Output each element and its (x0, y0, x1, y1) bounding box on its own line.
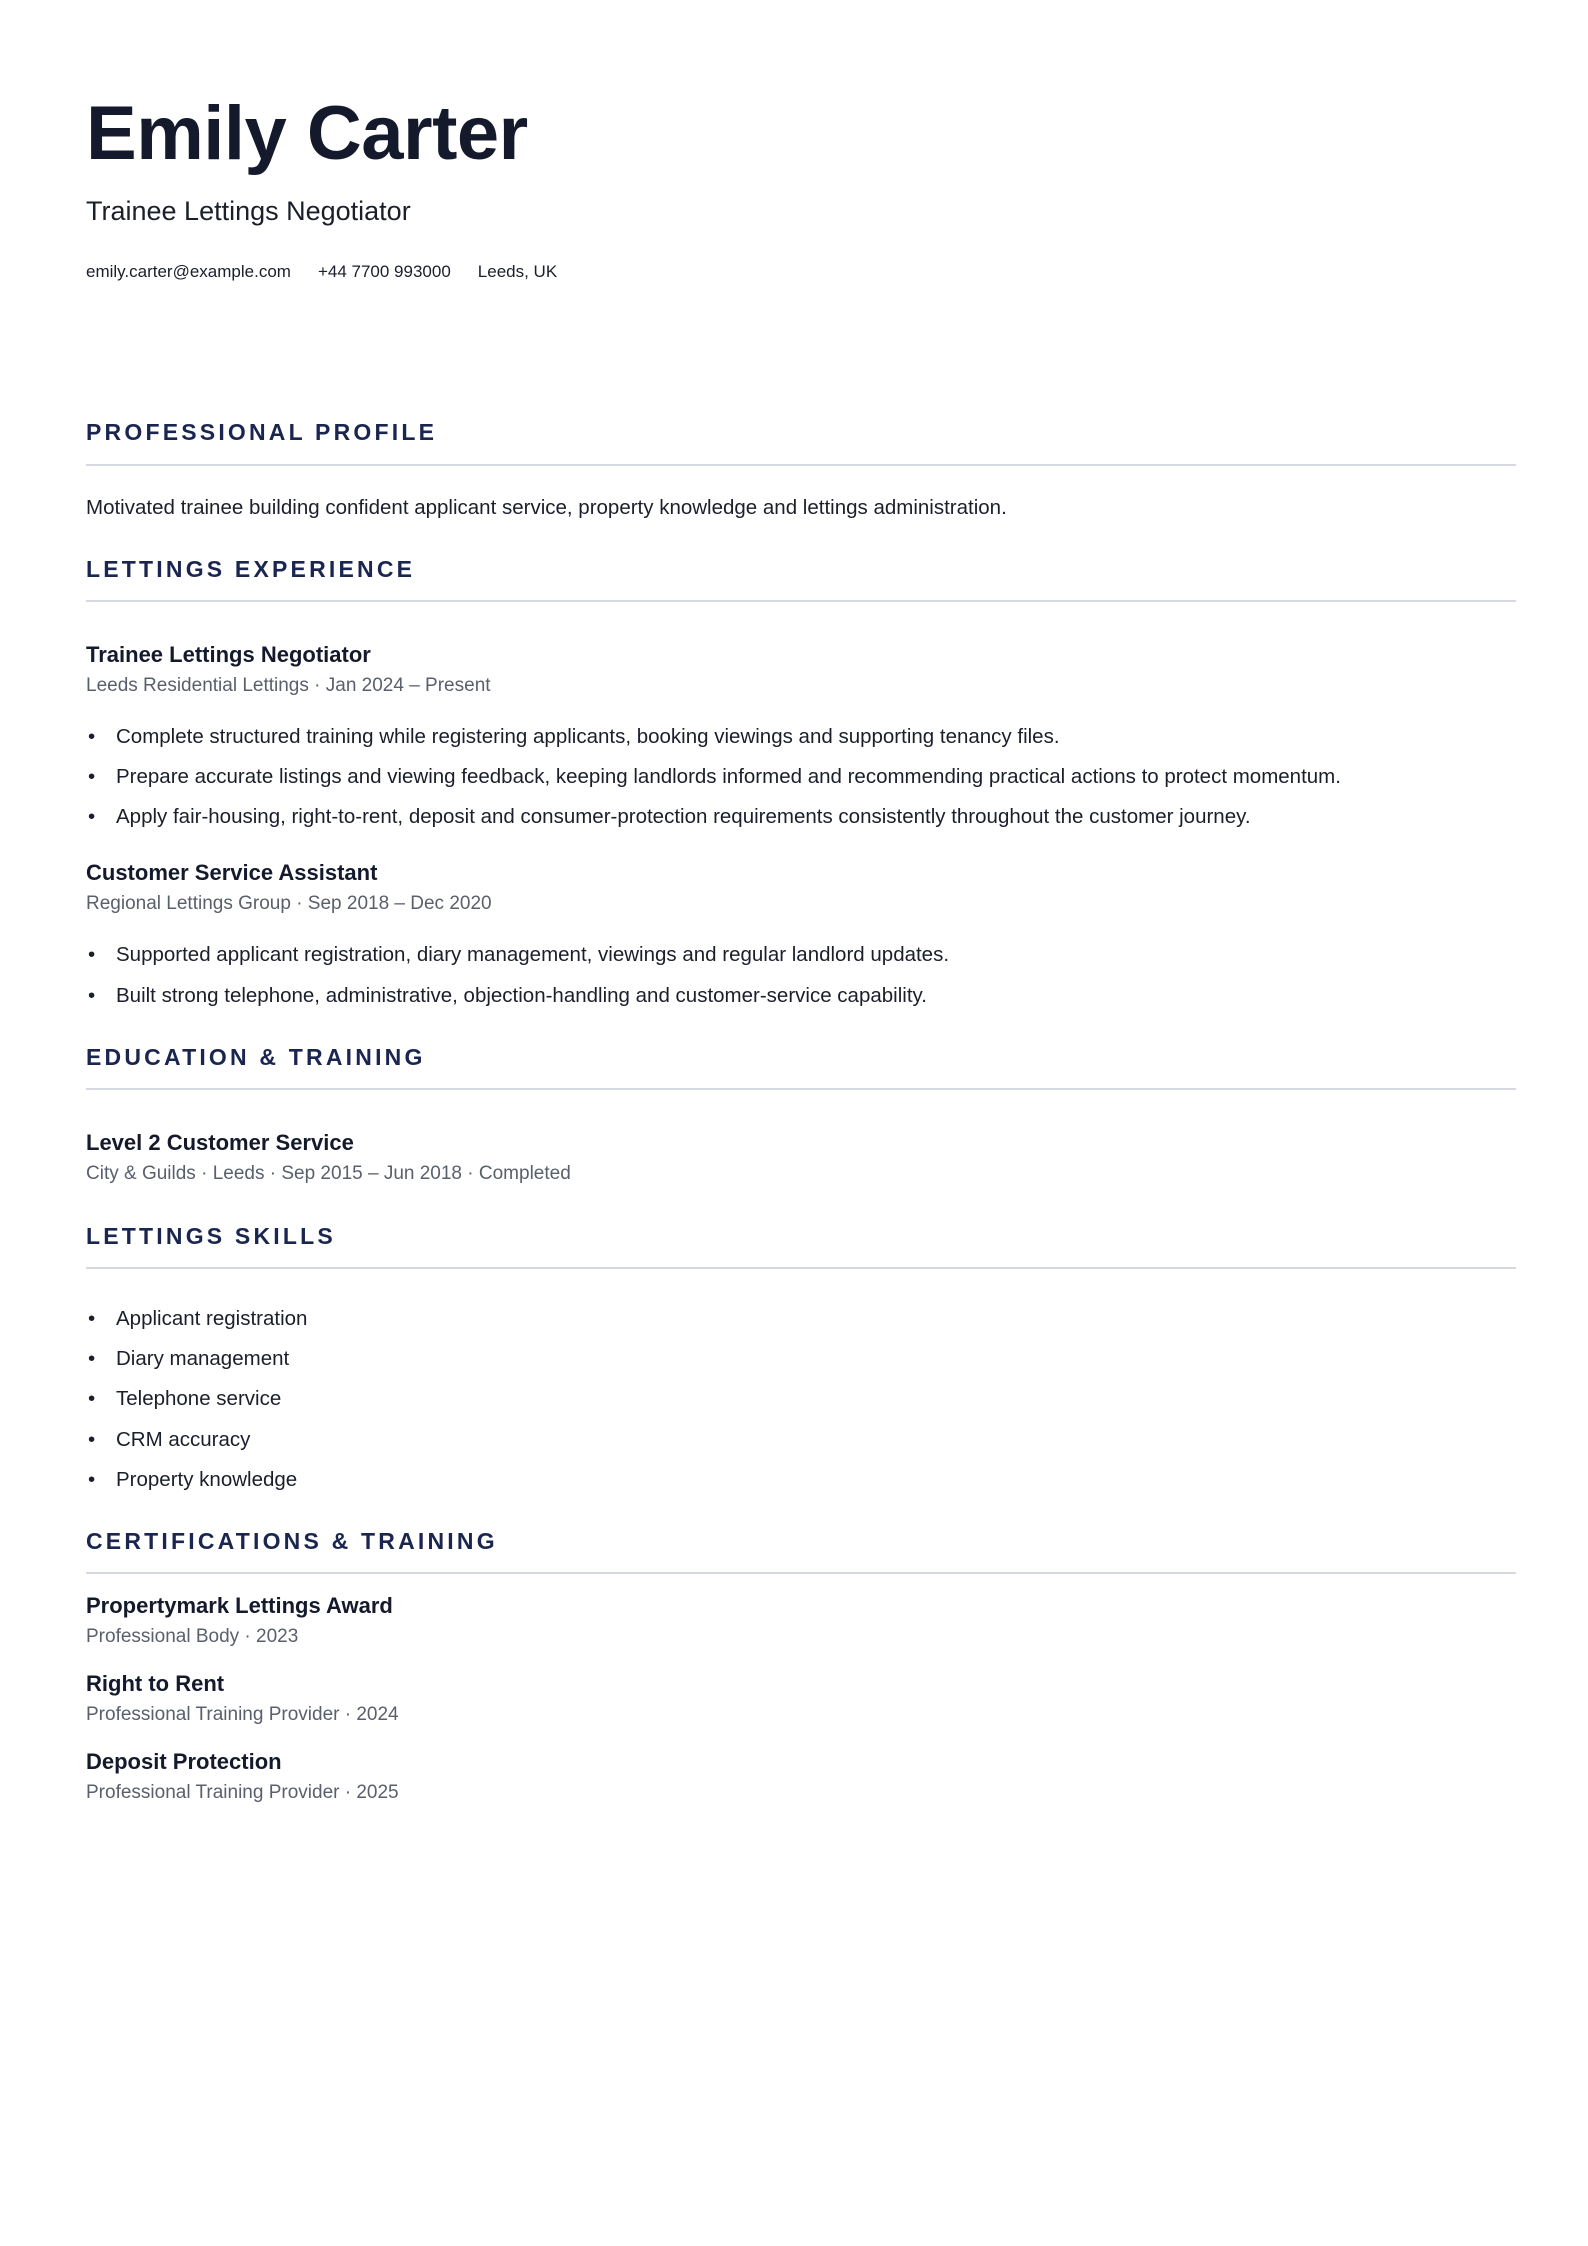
contact-location: Leeds, UK (477, 262, 558, 281)
contact-details (86, 263, 557, 280)
job-bullet: • Prepare accurate listings and viewing feedback, keeping landlords informed and recommending practical actions to protect momentum. (86, 767, 1341, 788)
section-divider (86, 1267, 1516, 1269)
job-title: Trainee Lettings Negotiator (86, 642, 371, 667)
section-divider (86, 1088, 1516, 1090)
skill-item: • Property knowledge (86, 1470, 297, 1491)
section-divider (86, 464, 1516, 466)
skill-item: • Diary management (86, 1349, 289, 1370)
job-bullet: • Supported applicant registration, diary management, viewings and regular landlord updates. (86, 945, 949, 966)
certification-meta: Professional Training Provider · 2025 (86, 1782, 399, 1803)
certification-meta: Professional Body · 2023 (86, 1626, 299, 1647)
skill-item: • Telephone service (86, 1389, 281, 1410)
job-meta: Regional Lettings Group · Sep 2018 – Dec 2020 (86, 893, 492, 914)
job-meta: Leeds Residential Lettings · Jan 2024 – Present (86, 675, 491, 696)
job-bullet: • Complete structured training while registering applicants, booking viewings and supporting tenancy files. (86, 727, 1060, 748)
job-title: Customer Service Assistant (86, 860, 378, 885)
certification-meta: Professional Training Provider · 2024 (86, 1704, 399, 1725)
section-divider (86, 600, 1516, 602)
section-title-education: EDUCATION & TRAINING (86, 1044, 426, 1070)
skill-item: • CRM accuracy (86, 1430, 250, 1451)
education-meta: City & Guilds · Leeds · Sep 2015 – Jun 2018 · Completed (86, 1163, 571, 1184)
contact-phone: +44 7700 993000 (317, 262, 451, 281)
profile-summary: Motivated trainee building confident applicant service, property knowledge and lettings administration. (86, 496, 1007, 519)
job-bullet: • Built strong telephone, administrative, objection-handling and customer-service capability. (86, 986, 927, 1007)
section-divider (86, 1572, 1516, 1574)
section-title-experience: LETTINGS EXPERIENCE (86, 556, 416, 582)
contact-email: emily.carter@example.com (86, 262, 291, 281)
section-title-certifications: CERTIFICATIONS & TRAINING (86, 1528, 498, 1554)
education-title: Level 2 Customer Service (86, 1130, 354, 1155)
candidate-role: Trainee Lettings Negotiator (86, 196, 411, 226)
certification-title: Propertymark Lettings Award (86, 1593, 393, 1618)
skill-item: • Applicant registration (86, 1309, 307, 1330)
certification-title: Right to Rent (86, 1671, 225, 1696)
section-title-skills: LETTINGS SKILLS (86, 1223, 336, 1249)
section-title-profile: PROFESSIONAL PROFILE (86, 419, 438, 445)
job-bullet: • Apply fair-housing, right-to-rent, deposit and consumer-protection requirements consistently throughout the customer journey. (86, 807, 1251, 828)
certification-title: Deposit Protection (86, 1749, 282, 1774)
candidate-name: Emily Carter (86, 91, 528, 176)
